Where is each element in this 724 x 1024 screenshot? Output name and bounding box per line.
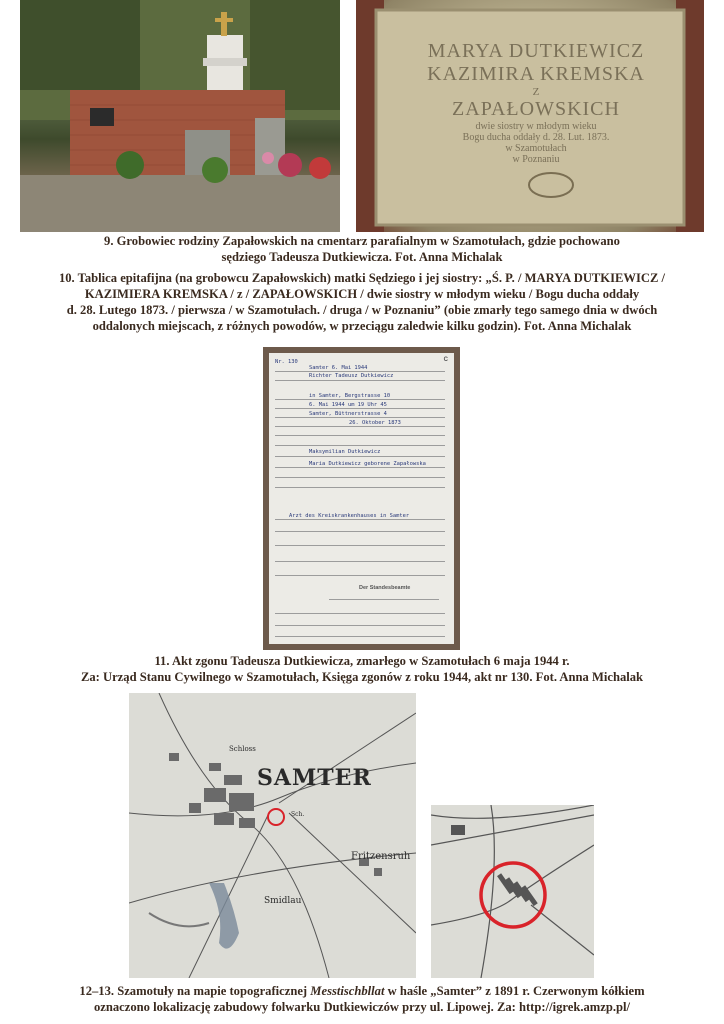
map-illustration [129, 693, 416, 978]
caption-text: 12–13. Szamotuły na mapie topograficznej [79, 984, 311, 998]
zoom-illustration [431, 805, 594, 978]
plaque-line: ZAPAŁOWSKICH [452, 98, 620, 120]
form-stamp: C [443, 357, 448, 363]
plaque-line: w Szamotułach [505, 143, 567, 154]
caption-11 [0, 653, 724, 685]
deceased-name: Richter Tadeusz Dutkiewicz [309, 373, 394, 379]
plaque-line: MARYA DUTKIEWICZ [427, 40, 645, 62]
plaque-line: Bogu ducha oddały d. 28. Lut. 1873. [462, 132, 610, 143]
caption-line: 11. Akt zgonu Tadeusza Dutkiewicza, zmarłego w Szamotułach 6 maja 1944 r. [154, 654, 570, 668]
plaque-inscription [386, 40, 686, 165]
death-date: 6. Mai 1944 um 19 Uhr 45 [309, 402, 387, 408]
caption-line: Za: Urząd Stanu Cywilnego w Szamotułach, Księga zgonów z roku 1944, akt nr 130. Fot. Anna Michalak [80, 670, 644, 684]
map-place-label: Schloss [229, 745, 256, 753]
father-name: Maksymilian Dutkiewicz [309, 449, 381, 455]
place-date: Samter 6. Mai 1944 [309, 365, 368, 371]
location-circle-zoom [481, 863, 545, 927]
zoomed-map [431, 805, 594, 978]
caption-line [0, 983, 724, 999]
caption-line: oddalonych miejscach, z różnych powodów, w przeciągu zaledwie kilku godzin). Fot. Anna Michalak [92, 319, 632, 333]
official-label: Der Standesbeamte [359, 585, 411, 591]
death-certificate-scan [263, 347, 460, 650]
map-place-label: Fritzensruh [351, 851, 411, 862]
tomb-illustration [20, 0, 340, 232]
topographic-map [129, 693, 416, 978]
plaque-photo [356, 0, 704, 232]
location-circle [268, 809, 284, 825]
caption-line: sędziego Tadeusza Dutkiewicza. Fot. Anna Michalak [221, 250, 503, 264]
informant: Arzt des Kreiskrankenhauses in Samter [289, 513, 410, 519]
birth-place: Samter, Büttnerstrasse 4 [309, 411, 387, 417]
map-place-label: Sch. [291, 811, 305, 818]
plaque-line: Z [532, 86, 540, 98]
birth-date: 26. Oktober 1873 [349, 420, 401, 426]
map-town-label: SAMTER [257, 765, 372, 791]
certificate-number: Nr. 130 [275, 359, 298, 365]
caption-line: KAZIMIERA KREMSKA / z / ZAPAŁOWSKICH / dwie siostry w młodym wieku / Bogu ducha oddały [84, 287, 640, 301]
caption-italic: Messtischbllat [310, 984, 385, 998]
caption-10 [0, 270, 724, 334]
map-place-label: Smidlau [264, 896, 302, 906]
residence: in Samter, Bergstrasse 10 [309, 393, 391, 399]
caption-9 [0, 233, 724, 265]
tomb-photo [20, 0, 340, 232]
caption-line: 9. Grobowiec rodziny Zapałowskich na cmentarz parafialnym w Szamotułach, gdzie pochowano [104, 234, 620, 248]
caption-text: w haśle „Samter” z 1891 r. Czerwonym kółkiem [384, 984, 645, 998]
caption-line: 10. Tablica epitafijna (na grobowcu Zapałowskich) matki Sędziego i jej siostry: „Ś. P. / MARYA DUTKIEWICZ / [58, 271, 666, 285]
caption-line: oznaczono lokalizację zabudowy folwarku Dutkiewiczów przy ul. Lipowej. Za: http://igrek.amzp.pl/ [93, 1000, 631, 1014]
certificate-sheet [269, 353, 454, 644]
mother-name: Maria Dutkiewicz geborene Zapałowska [309, 461, 426, 467]
plaque-line: dwie siostry w młodym wieku [475, 121, 597, 132]
caption-12-13 [0, 983, 724, 1015]
caption-line: d. 28. Lutego 1873. / pierwsza / w Szamotułach. / druga / w Poznaniu” (obie zmarły tego samego dnia w dwóch [66, 303, 658, 317]
plaque-line: KAZIMIRA KREMSKA [427, 63, 645, 85]
plaque-line: w Poznaniu [512, 154, 560, 165]
